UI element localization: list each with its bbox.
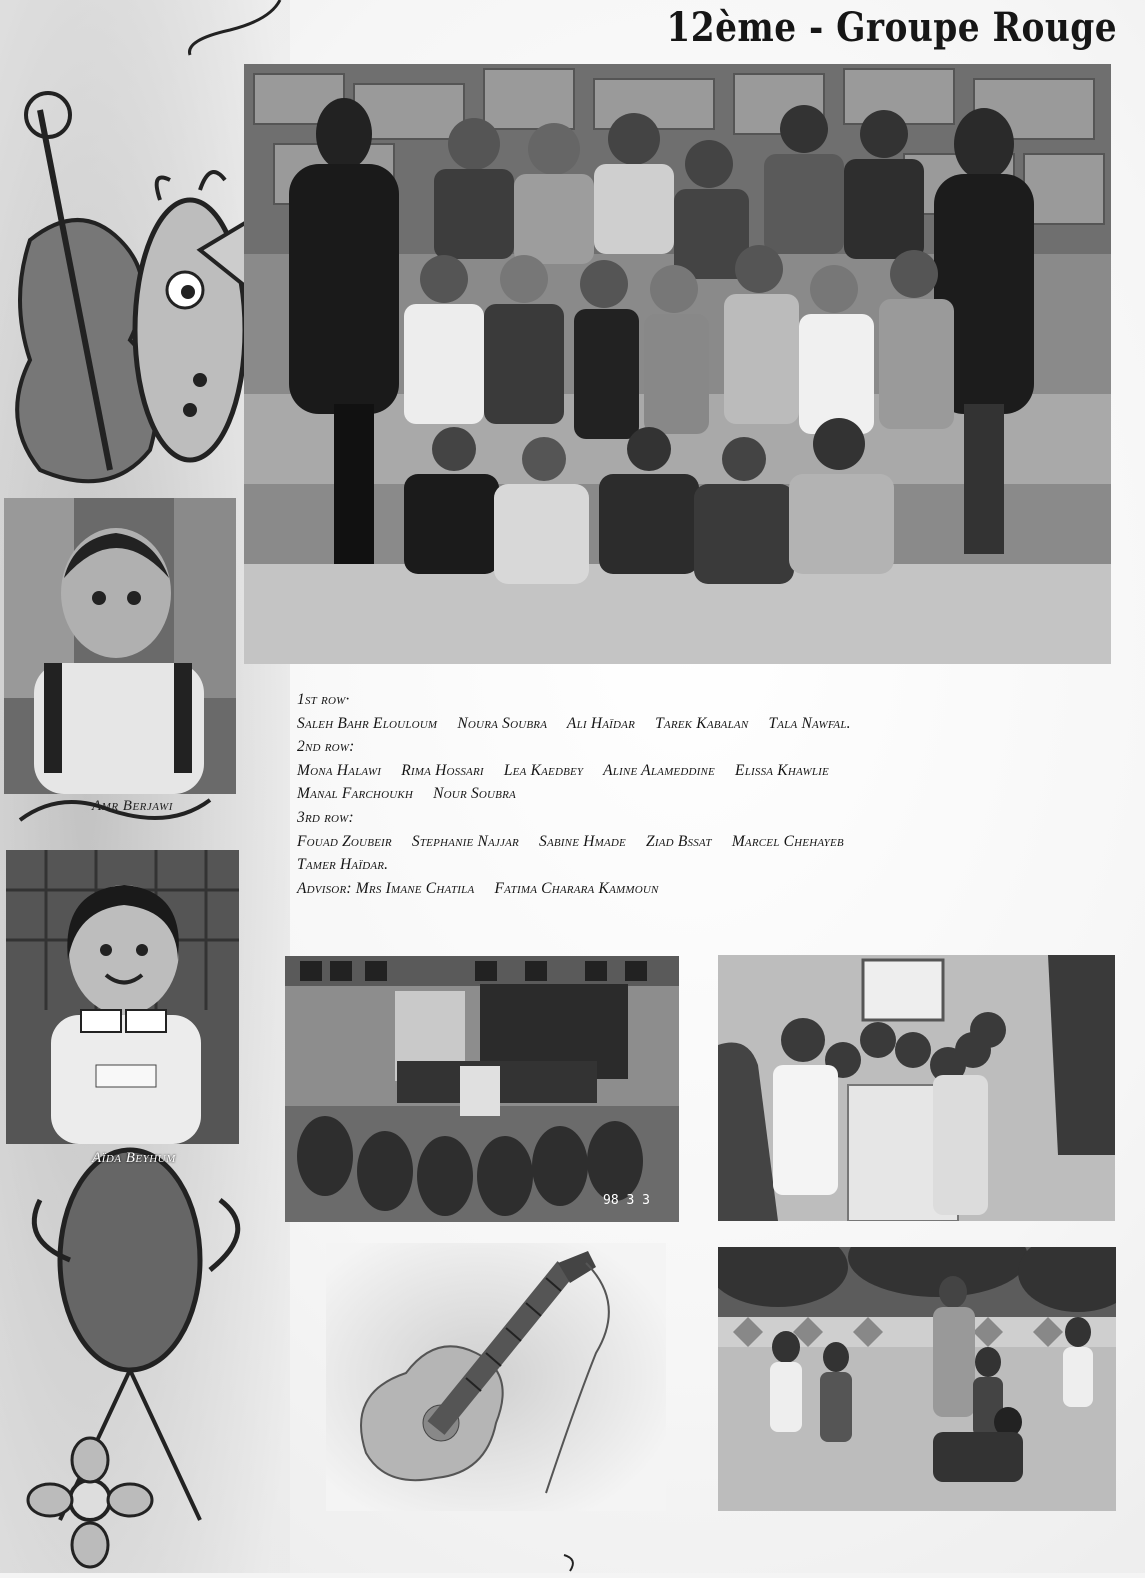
student-name: Marcel Chehayeb [731,832,844,850]
name-line [297,782,1057,806]
student-name: Tala Nawfal. [768,714,851,732]
student-name: Noura Soubra [457,714,548,732]
portrait-photo-girl [6,850,239,1144]
name-line [297,853,1057,877]
page-edge-mark [560,1553,584,1573]
portrait-caption: Amr Berjawi [92,798,173,814]
student-name: Manal Farchoukh [297,785,414,803]
portrait-caption: Aïda Beyhum [92,1150,176,1166]
name-line [297,712,1057,736]
student-name: Saleh Bahr Elouloum [297,714,438,732]
page-title: 12ème - Groupe Rouge [666,4,1117,51]
student-name: Stephanie Najjar [411,832,519,850]
student-name: Aline Alameddine [603,761,715,779]
student-name: Elissa Khawlie [735,761,829,779]
row-heading: 2nd row: [297,738,355,756]
student-name: Sabine Hmade [539,832,626,850]
class-group-photo [244,64,1111,664]
class-name-list [297,688,1057,900]
student-name: Rima Hossari [401,761,484,779]
advisor-line [297,877,1057,901]
children-box-photo [718,955,1115,1221]
row-heading: 3rd row: [297,808,354,826]
name-line [297,830,1057,854]
student-name: Mona Halawi [297,761,382,779]
student-name: Nour Soubra [433,785,516,803]
portrait-photo-boy [4,498,236,794]
name-line [297,759,1057,783]
row-heading: 1st row· [297,691,350,708]
advisor-name: Fatima Charara Kammoun [494,879,659,897]
student-name: Tarek Kabalan [655,714,749,732]
student-name: Ali Haïdar [566,714,636,732]
guitar-drawing [326,1243,666,1511]
student-name: Tamer Haïdar. [297,856,389,874]
student-name: Lea Kaedbey [503,761,584,779]
advisor-name: Advisor: Mrs Imane Chatila [297,879,475,897]
student-name: Ziad Bssat [646,832,712,850]
student-name: Fouad Zoubeir [297,832,392,850]
playground-photo [718,1247,1116,1511]
classroom-photo [285,956,679,1222]
date-stamp: 98 3 3 [603,1193,650,1208]
